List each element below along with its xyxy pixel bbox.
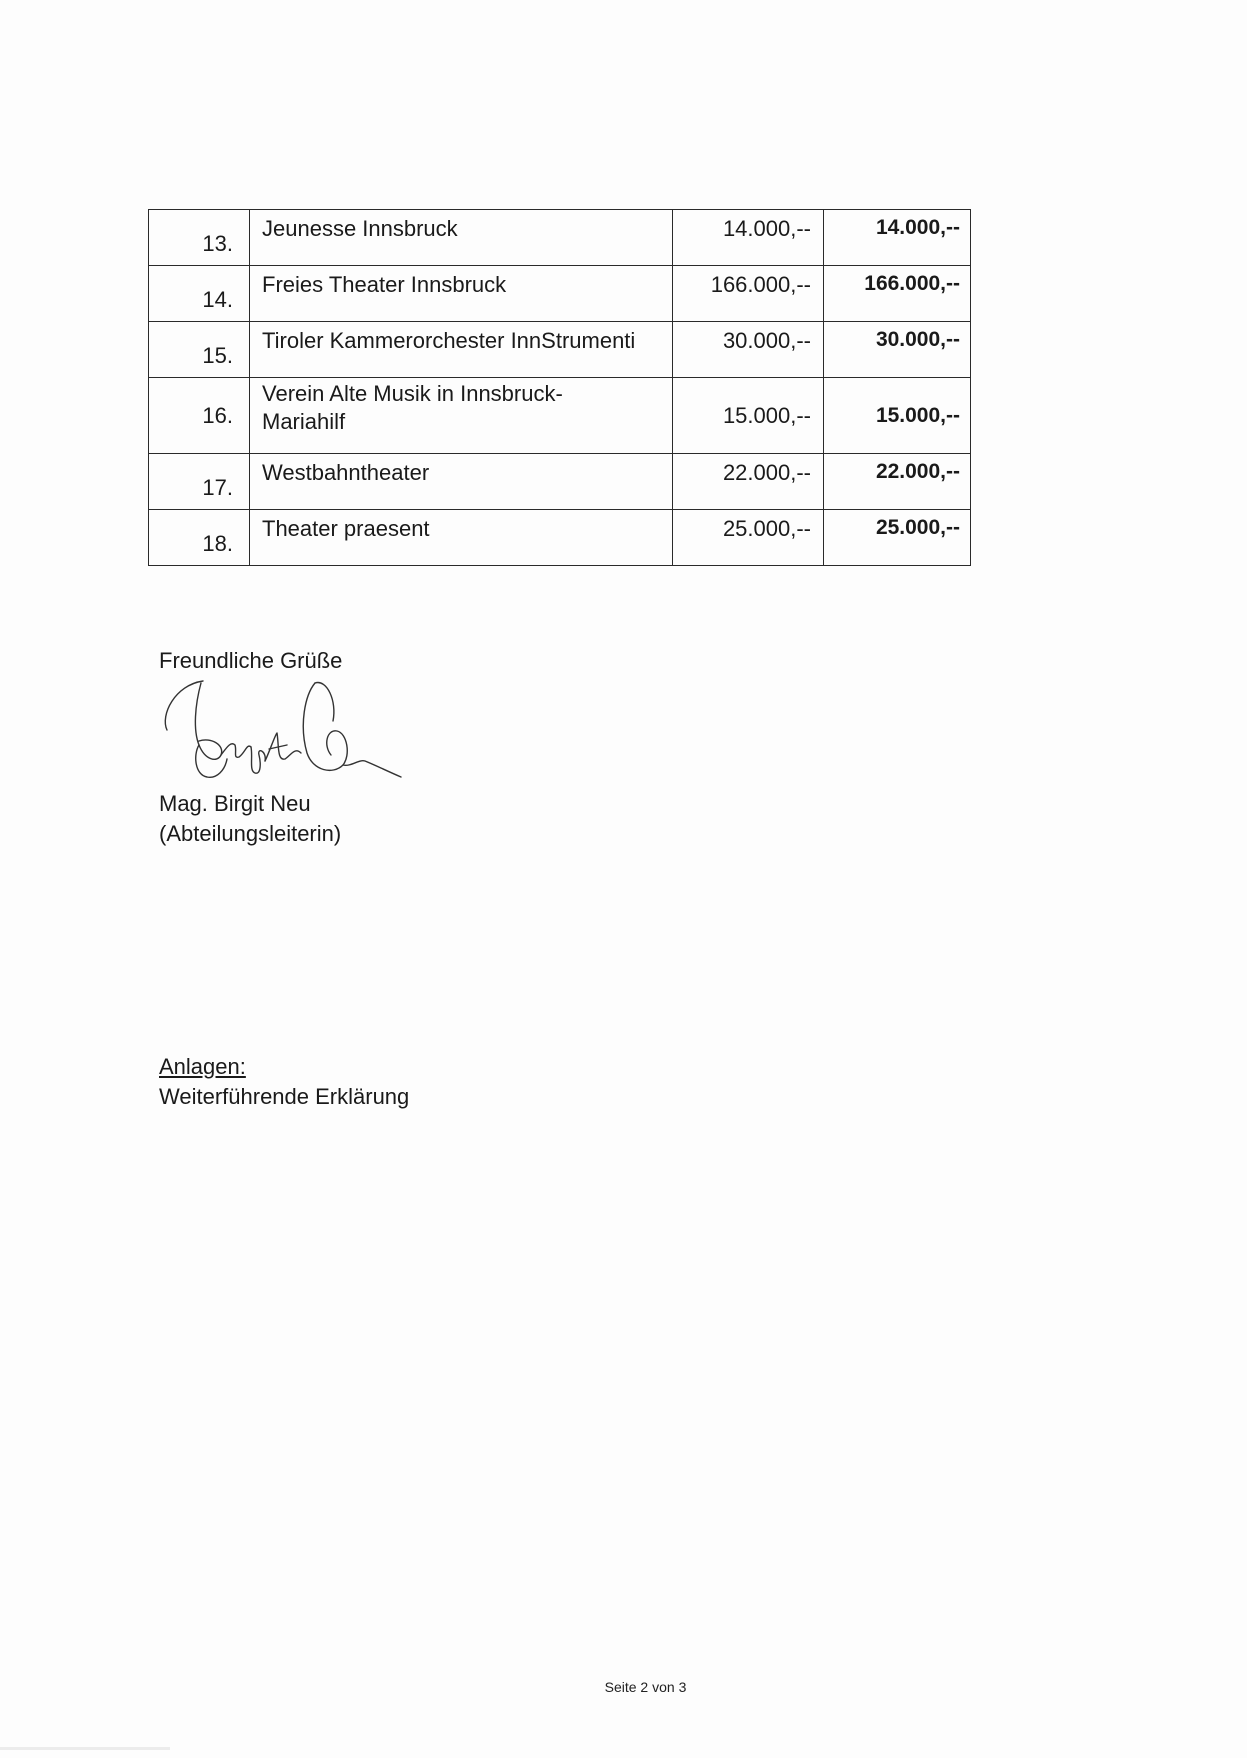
- row-number: 13.: [149, 210, 250, 266]
- row-number: 18.: [149, 510, 250, 566]
- organisation-name: Jeunesse Innsbruck: [250, 210, 673, 266]
- table-row: [149, 454, 971, 510]
- attachment-item: Weiterführende Erklärung: [159, 1084, 410, 1109]
- grants-table: [148, 209, 971, 566]
- row-number: 17.: [149, 454, 250, 510]
- closing-greeting: Freundliche Grüße: [159, 648, 343, 673]
- organisation-name: Freies Theater Innsbruck: [250, 266, 673, 322]
- grant-amount: 30.000,--: [673, 322, 824, 378]
- row-number: 16.: [149, 378, 250, 454]
- row-number: 14.: [149, 266, 250, 322]
- grant-total: 22.000,--: [824, 454, 971, 510]
- table-row: [149, 378, 971, 454]
- row-number: 15.: [149, 322, 250, 378]
- page-number: Seite 2 von 3: [604, 1679, 687, 1695]
- signature-image: [155, 675, 415, 795]
- page-footer: [0, 1679, 1247, 1695]
- attachments-label: Anlagen:: [159, 1054, 246, 1079]
- grant-total: 15.000,--: [824, 378, 971, 454]
- organisation-name-line1: Verein Alte Musik in Innsbruck-: [262, 381, 563, 406]
- grant-amount: 166.000,--: [673, 266, 824, 322]
- grant-total: 25.000,--: [824, 510, 971, 566]
- grant-amount: 15.000,--: [673, 378, 824, 454]
- scan-artifact: [0, 1747, 170, 1750]
- table-row: [149, 322, 971, 378]
- signer-name: Mag. Birgit Neu: [159, 791, 311, 816]
- table-row: [149, 510, 971, 566]
- table-row: [149, 210, 971, 266]
- grant-amount: 14.000,--: [673, 210, 824, 266]
- organisation-name: Tiroler Kammerorchester InnStrumenti: [250, 322, 673, 378]
- grant-total: 166.000,--: [824, 266, 971, 322]
- organisation-name: Theater praesent: [250, 510, 673, 566]
- grant-amount: 25.000,--: [673, 510, 824, 566]
- organisation-name: Westbahntheater: [250, 454, 673, 510]
- grant-amount: 22.000,--: [673, 454, 824, 510]
- grant-total: 30.000,--: [824, 322, 971, 378]
- grant-total: 14.000,--: [824, 210, 971, 266]
- organisation-name: [250, 378, 673, 454]
- table-row: [149, 266, 971, 322]
- signer-role: (Abteilungsleiterin): [159, 821, 342, 846]
- organisation-name-line2: Mariahilf: [262, 409, 346, 434]
